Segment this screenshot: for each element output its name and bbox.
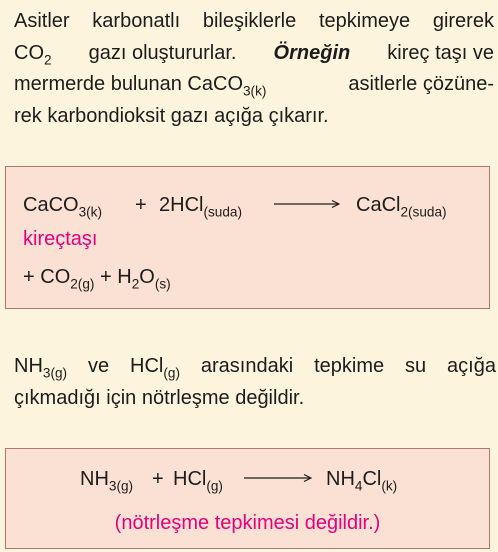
neutralization-paragraph bbox=[14, 351, 496, 414]
nh3-formula: $NH_{3(g)}$ bbox=[80, 468, 134, 494]
hcl-formula: HCl$_{(g)}$ bbox=[173, 468, 223, 494]
products-line: + $CO_{2(g)} + H_2O_{(s)}$ bbox=[23, 266, 171, 292]
paragraph-word: tepkime bbox=[314, 355, 385, 377]
intro-word: karbonatlı bbox=[92, 10, 181, 32]
intro-line-4: rek karbondioksit gazı açığa çıkarır. bbox=[14, 104, 329, 127]
hcl-inline: HCl$_{(g)}$ bbox=[130, 355, 180, 381]
reaction-arrow-icon bbox=[244, 473, 312, 483]
nh3-inline: $NH_{3(g)}$ bbox=[14, 355, 68, 381]
intro-word: Asitler bbox=[14, 10, 70, 32]
paragraph2-line-2: çıkmadığı için nötrleşme değildir. bbox=[14, 386, 305, 409]
intro-word: bileşiklerle bbox=[202, 10, 297, 32]
cacl2-formula: CaCl$_{2(suda)}$ bbox=[356, 194, 447, 220]
not-neutralization-note: (nötrleşme tepkimesi değildir.) bbox=[114, 512, 381, 534]
limestone-label: kireçtaşı bbox=[23, 228, 98, 250]
nh4cl-formula: $NH_4Cl_{(k)}$ bbox=[326, 468, 398, 494]
intro-paragraph bbox=[14, 6, 494, 132]
example-emphasis: Örneğin bbox=[273, 41, 351, 64]
intro-text: asitlerle çözüne- bbox=[348, 73, 494, 95]
plus-sign: + bbox=[152, 468, 164, 490]
paragraph-word: açığa bbox=[447, 355, 496, 377]
paragraph-word: su bbox=[405, 355, 427, 377]
intro-line-2 bbox=[14, 38, 494, 70]
hcl-formula: 2HCl$_{(suda)}$ bbox=[159, 194, 242, 220]
intro-text: kireç taşı ve bbox=[387, 41, 494, 64]
reaction-box-caco3 bbox=[5, 166, 490, 309]
intro-word: tepkimeye bbox=[318, 10, 411, 32]
co2-formula: $CO_2$ bbox=[14, 41, 52, 68]
intro-word: girerek bbox=[432, 10, 494, 32]
reaction-box-nh4cl bbox=[5, 448, 490, 549]
paragraph-word: ve bbox=[87, 355, 110, 377]
reaction-arrow-icon bbox=[274, 199, 340, 209]
paragraph2-line-1 bbox=[14, 351, 496, 383]
intro-line-1 bbox=[14, 6, 494, 38]
paragraph-word: arasındaki bbox=[200, 355, 294, 377]
caco3-formula: CaCO$_{3(k)}$ bbox=[23, 194, 102, 220]
intro-text: gazı oluştururlar. bbox=[88, 41, 237, 64]
plus-sign: + bbox=[135, 194, 147, 216]
intro-line-3 bbox=[14, 69, 494, 101]
caco3-inline: mermerde bulunan CaCO$_{3(k)}$ bbox=[14, 73, 267, 99]
